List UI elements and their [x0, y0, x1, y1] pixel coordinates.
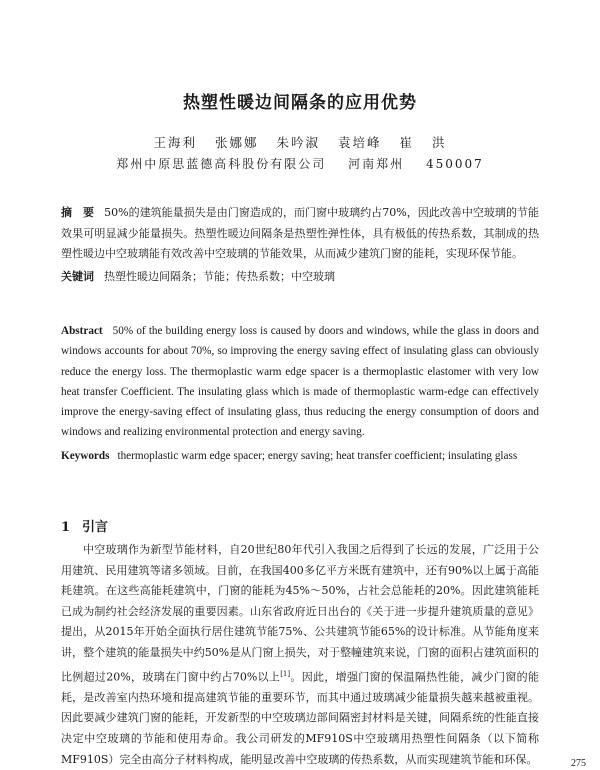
abstract-cn [61, 203, 539, 265]
keywords-en-label: Keywords [61, 450, 110, 462]
keywords-cn-label: 关键词 [61, 270, 94, 283]
body-text-part-a: 中空玻璃作为新型节能材料，自20世纪80年代引入我国之后得到了长远的发展，广泛用于公用建筑、民用建筑等诸多领域。目前，在我国400多亿平方米既有建筑中，还有90%以上属于高能耗建筑。在这些高能耗建筑中，门窗的能耗为45%～50%，占社会总能耗的20%。因此建筑能耗已成为制约社会经济发展的重要因素。山东省政府近日出台的《关于进一步提升建筑质量的意见》提出，从2015年开始全面执行居住建筑节能75%、公共建筑节能65%的设计标准。从节能角度来讲，整个建筑的能量损失中约50%是从门窗上损失，对于整幢建筑来说，门窗的面积占建筑面积的比例超过20%，玻璃在门窗中约占70%以上 [61, 543, 539, 684]
body-text-part-b: 。因此，增强门窗的保温隔热性能，减少门窗的能耗，是改善室内热环境和提高建筑节能的重要环节，而其中通过玻璃减少能量损失越来越被重视。因此要减少建筑门窗的能耗，开发新型的中空玻璃边部间隔密封材料是关键，间隔系统的性能直接决定中空玻璃的节能和使用寿命。我公司研发的MF910S中空玻璃用热塑性间隔条（以下简称MF910S）完全由高分子材料构成，能明显改善中空玻璃的传热系数，从而实现建筑节能和环保。 [61, 670, 539, 766]
author: 崔 [399, 135, 414, 150]
abstract-en [61, 321, 539, 443]
affiliation-org: 郑州中原思蓝德高科股份有限公司 [116, 157, 327, 171]
author: 袁培峰 [337, 135, 382, 150]
author: 张娜娜 [214, 135, 259, 150]
section-heading [61, 516, 108, 535]
author: 洪 [431, 135, 447, 150]
affiliation-postcode: 450007 [425, 157, 484, 171]
affiliation [0, 155, 600, 172]
section-number: 1 [61, 520, 71, 535]
section-title: 引言 [82, 520, 109, 535]
author: 王海利 [153, 135, 197, 150]
abstract-cn-label: 摘 要 [61, 206, 95, 219]
abstract-en-text: 50% of the building energy loss is caused by doors and windows, while the glass in doors and windows accounts for about 70%, so improving the energy saving effect of insulating glass can obviously reduce the energy loss. The thermoplastic warm edge spacer is a thermoplastic elastomer with very low heat transfer Coefficient. The insulating glass which is made of thermoplastic warm-edge can effectively improve the energy-saving effect of insulating glass, thus reducing the energy consumption of doors and windows and realizing environmental protection and energy saving. [61, 325, 539, 439]
citation-ref: [1] [280, 669, 291, 678]
keywords-en [61, 446, 539, 466]
abstract-cn-text: 50%的建筑能量损失是由门窗造成的，而门窗中玻璃约占70%，因此改善中空玻璃的节能效果可明显减少能量损失。热塑性暖边间隔条是热塑性弹性体，具有极低的传热系数，其制成的热塑性暖边中空玻璃能有效改善中空玻璃的节能效果，从而减少建筑门窗的能耗，实现环保节能。 [61, 206, 539, 260]
author: 朱吟淑 [276, 135, 320, 150]
abstract-en-label: Abstract [61, 325, 103, 337]
keywords-cn [61, 267, 539, 287]
author-list [0, 133, 600, 151]
keywords-en-text: thermoplastic warm edge spacer; energy saving; heat transfer coefficient; insulating glass [117, 450, 518, 462]
paper-title: 热塑性暖边间隔条的应用优势 [183, 93, 417, 113]
body-paragraph [61, 540, 539, 770]
page-number: 275 [571, 758, 586, 769]
keywords-cn-text: 热塑性暖边间隔条；节能；传热系数；中空玻璃 [104, 270, 335, 283]
affiliation-city: 河南郑州 [348, 157, 405, 171]
